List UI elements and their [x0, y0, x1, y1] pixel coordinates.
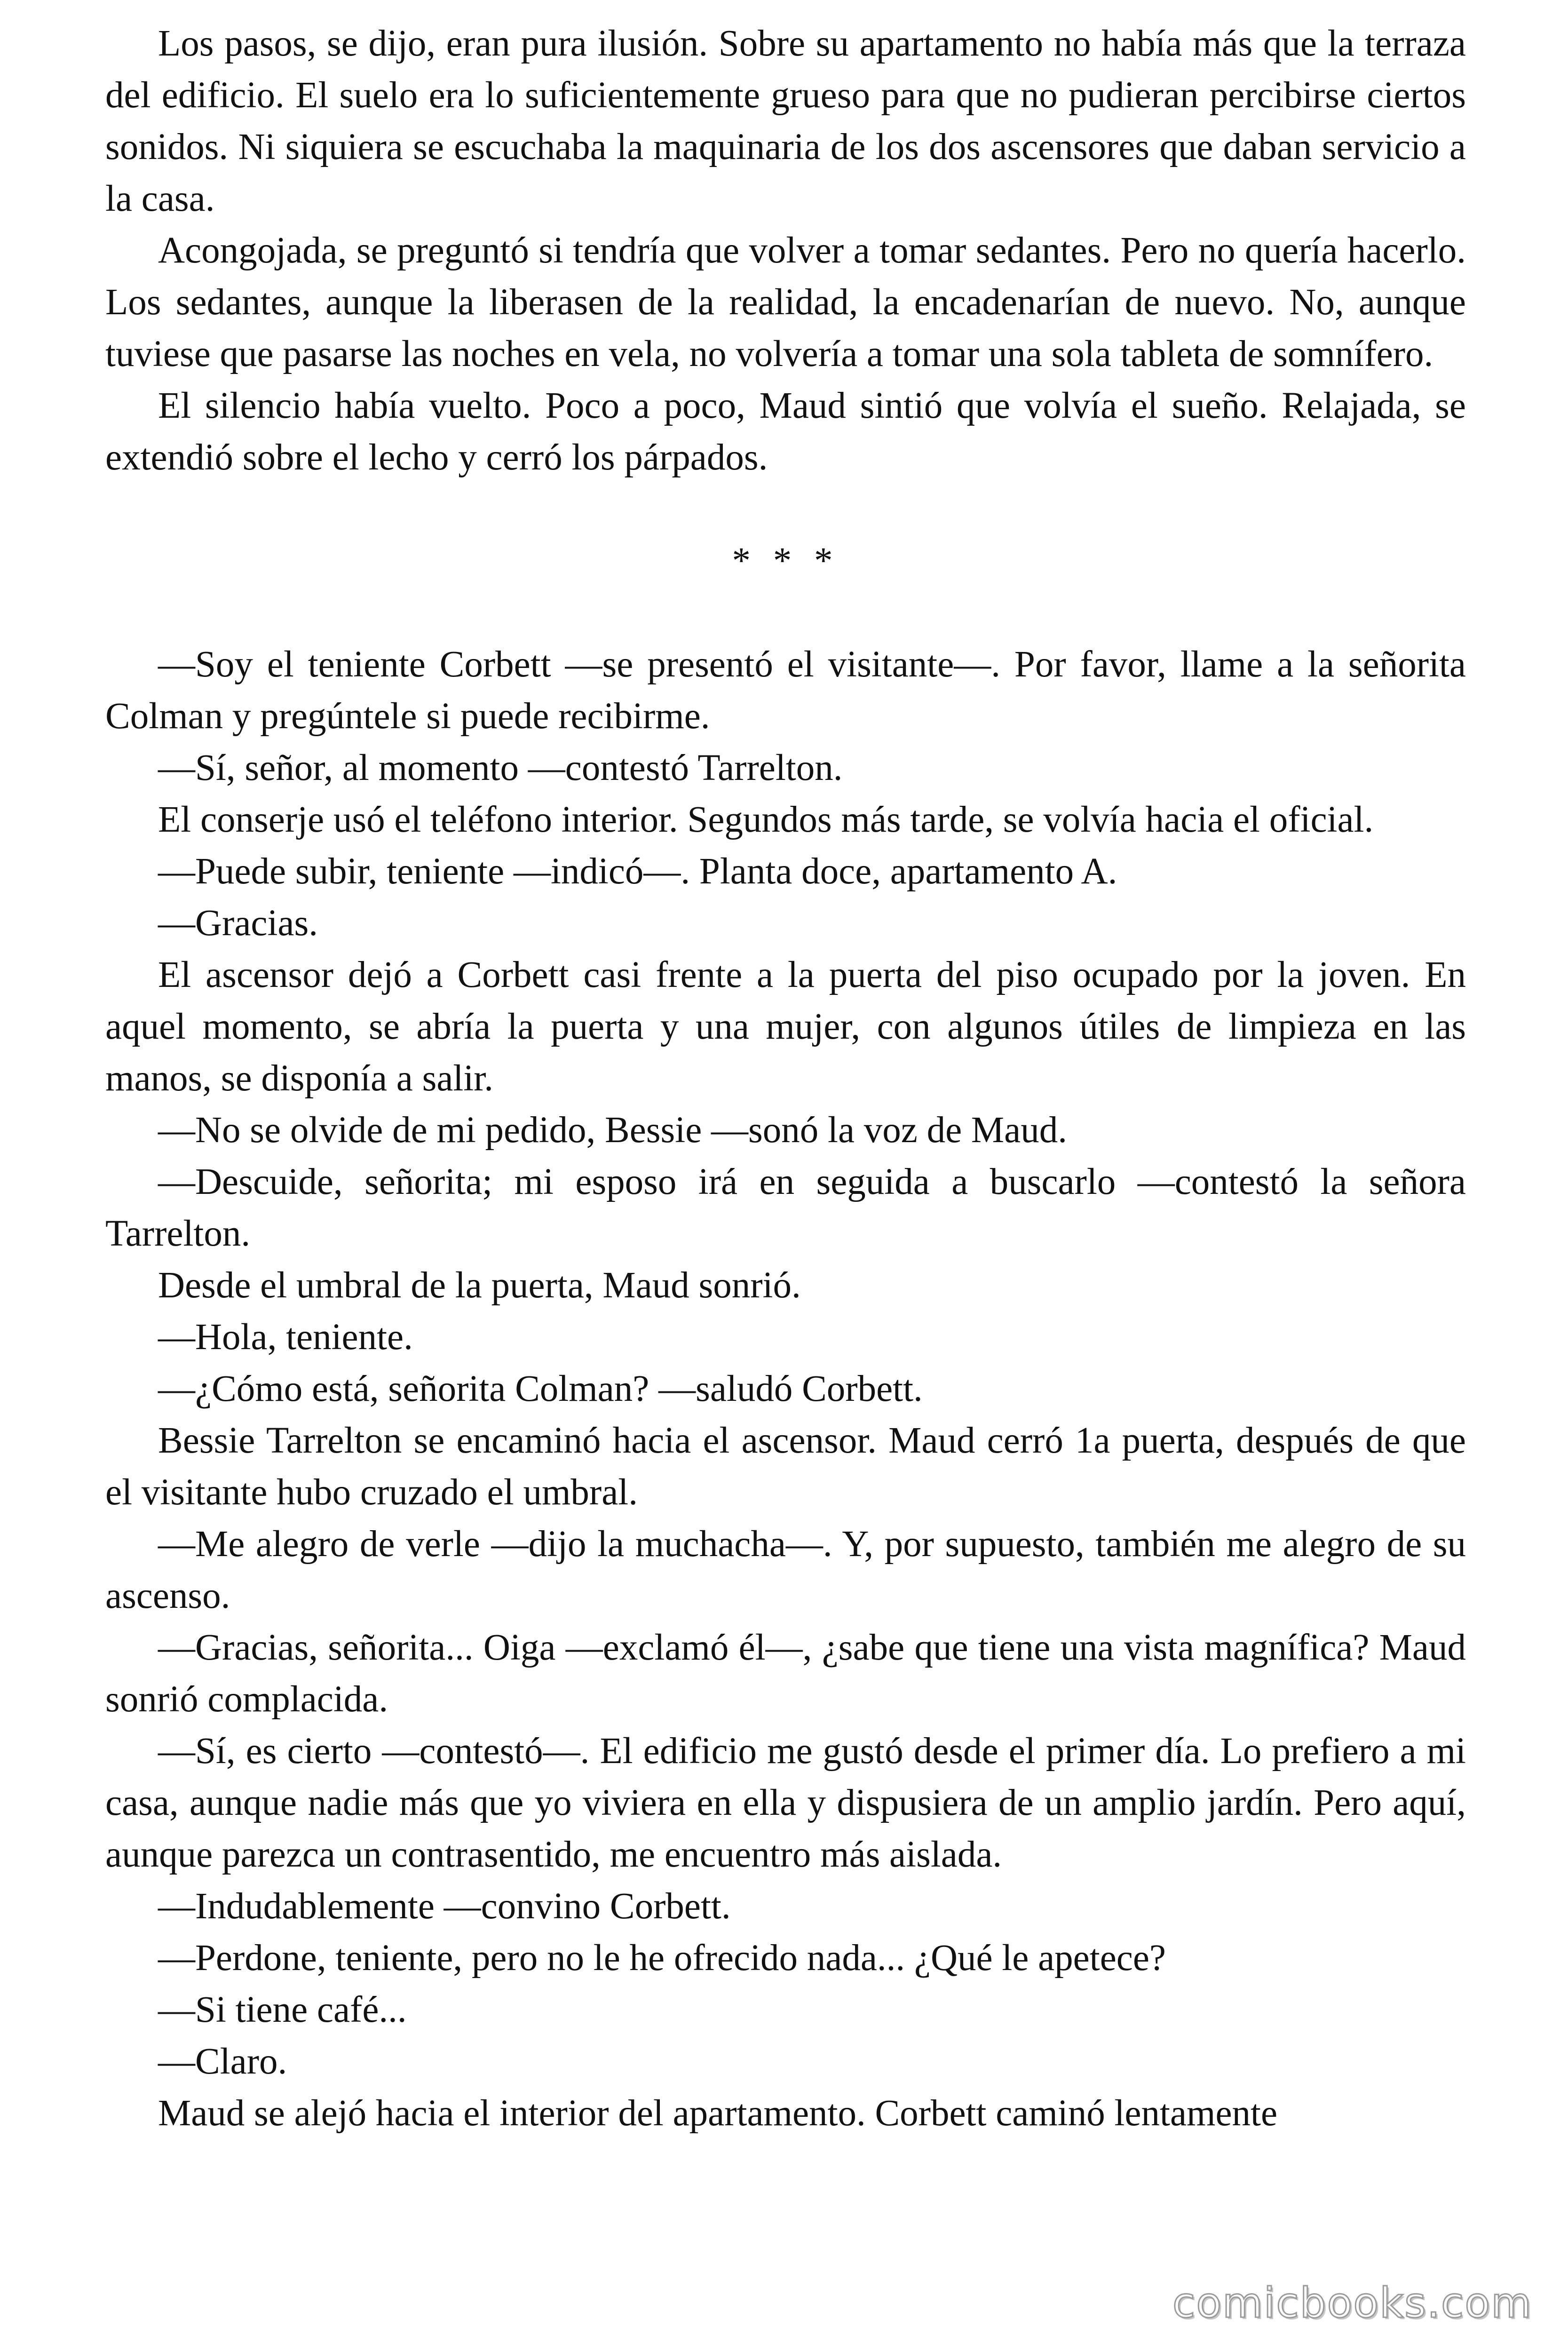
paragraph-3: El silencio había vuelto. Poco a poco, Maud sintió que volvía el sueño. Relajada, se extendió sobre el lecho y cerró los párpados.	[105, 385, 1466, 478]
paragraph-10: El ascensor dejó a Corbett casi frente a la puerta del piso ocupado por la joven. En aquel momento, se abría la puerta y una mujer, con algunos útiles de limpieza en las manos, se disponía a salir.	[105, 954, 1466, 1099]
paragraph-13: Desde el umbral de la puerta, Maud sonrió.	[158, 1265, 801, 1306]
paragraph-11: —No se olvide de mi pedido, Bessie —sonó la voz de Maud.	[158, 1110, 1067, 1151]
paragraph-22: —Si tiene café...	[158, 1989, 407, 2030]
watermark: comicbooks.com	[1172, 2279, 1532, 2327]
paragraph-16: Bessie Tarrelton se encaminó hacia el ascensor. Maud cerró 1a puerta, después de que el visitante hubo cruzado el umbral.	[105, 1420, 1466, 1513]
paragraph-24: Maud se alejó hacia el interior del apartamento. Corbett caminó lentamente	[158, 2093, 1278, 2134]
paragraph-20: —Indudablemente —convino Corbett.	[158, 1886, 731, 1927]
paragraph-21: —Perdone, teniente, pero no le he ofrecido nada... ¿Qué le apetece?	[158, 1938, 1166, 1979]
paragraph-14: —Hola, teniente.	[158, 1317, 413, 1358]
paragraph-23: —Claro.	[158, 2041, 287, 2082]
paragraph-19: —Sí, es cierto —contestó—. El edificio me gustó desde el primer día. Lo prefiero a mi casa, aunque nadie más que yo viviera en ella y dispusiera de un amplio jardín. Pero aquí, aunque parezca un contrasentido, me encuentro más aislada.	[105, 1731, 1466, 1875]
paragraph-12: —Descuide, señorita; mi esposo irá en seguida a buscarlo —contestó la señora Tarrelton.	[105, 1161, 1466, 1254]
scene-separator: * * *	[732, 540, 839, 581]
paragraph-6: —Sí, señor, al momento —contestó Tarrelton.	[158, 747, 843, 788]
paragraph-18: —Gracias, señorita... Oiga —exclamó él—, ¿sabe que tiene una vista magnífica? Maud sonrió complacida.	[105, 1627, 1466, 1720]
paragraph-5: —Soy el teniente Corbett —se presentó el visitante—. Por favor, llame a la señorita Colman y pregúntele si puede recibirme.	[105, 644, 1466, 737]
paragraph-15: —¿Cómo está, señorita Colman? —saludó Corbett.	[158, 1368, 923, 1409]
paragraph-17: —Me alegro de verle —dijo la muchacha—. Y, por supuesto, también me alegro de su ascenso.	[105, 1524, 1466, 1616]
paragraph-9: —Gracias.	[158, 903, 318, 944]
paragraph-8: —Puede subir, teniente —indicó—. Planta doce, apartamento A.	[158, 851, 1117, 892]
page-text	[105, 18, 1466, 2139]
paragraph-1: Los pasos, se dijo, eran pura ilusión. Sobre su apartamento no había más que la terraza del edificio. El suelo era lo suficientemente grueso para que no pudieran percibirse ciertos sonidos. Ni siquiera se escuchaba la maquinaria de los dos ascensores que daban servicio a la casa.	[105, 23, 1466, 219]
paragraph-7: El conserje usó el teléfono interior. Segundos más tarde, se volvía hacia el oficial.	[158, 799, 1374, 840]
paragraph-2: Acongojada, se preguntó si tendría que volver a tomar sedantes. Pero no quería hacerlo. Los sedantes, aunque la liberasen de la realidad, la encadenarían de nuevo. No, aunque tuviese que pasarse las noches en vela, no volvería a tomar una sola tableta de somnífero.	[105, 230, 1466, 374]
